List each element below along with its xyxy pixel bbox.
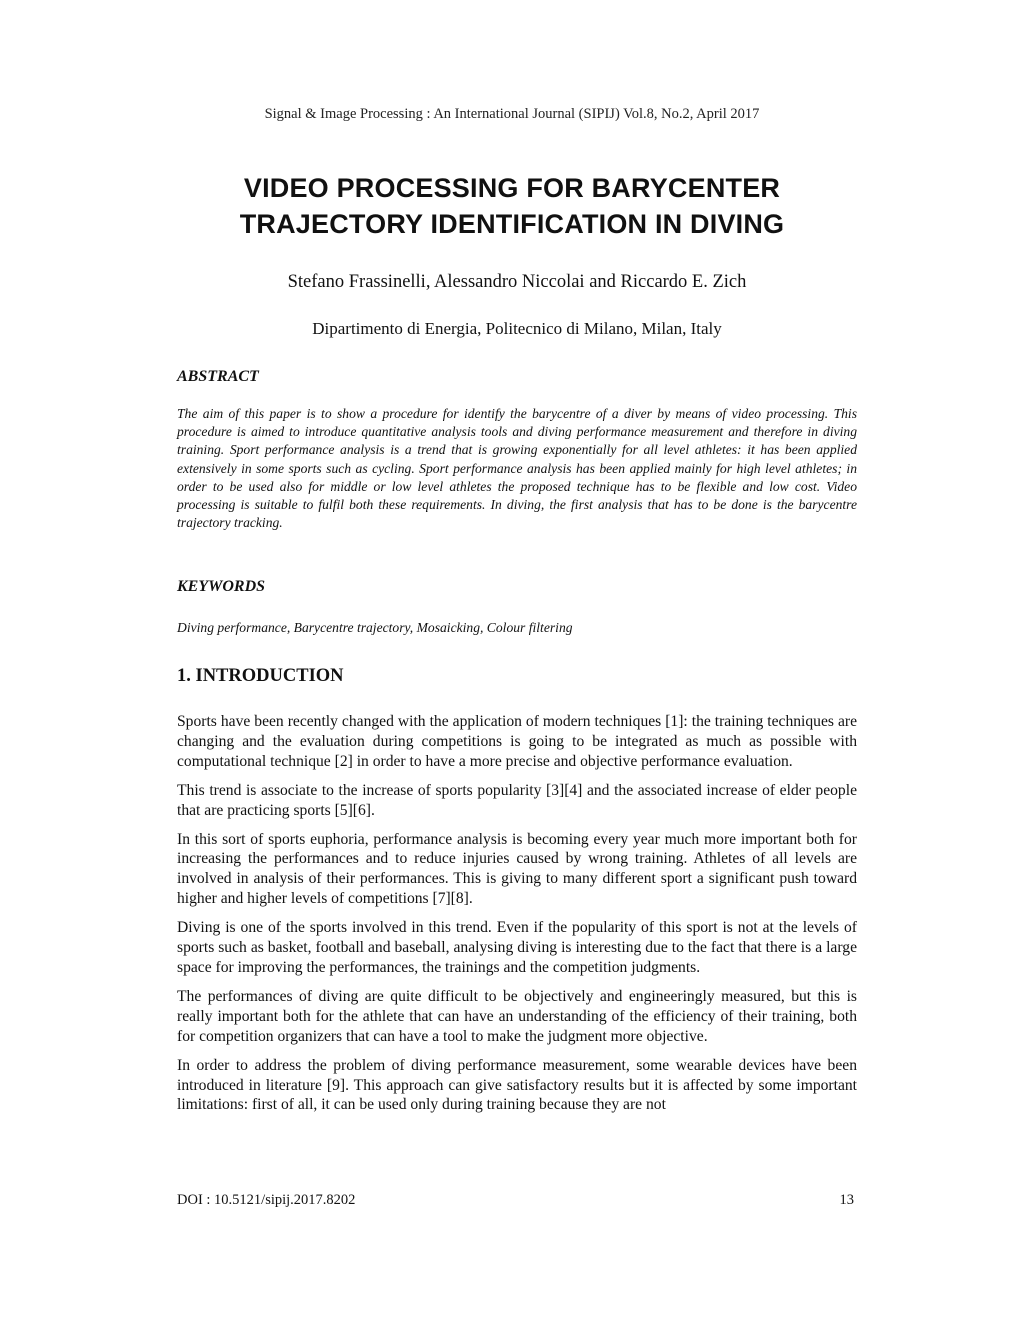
paragraph: In this sort of sports euphoria, performance analysis is becoming every year much more important both for increasing the performances and to reduce injuries caused by wrong training. Athletes of all levels are involved in analysis of their performances. This is giving to many different sport a significant push toward higher and higher levels of competitions [7][8]. [177, 830, 857, 908]
keywords-text: Diving performance, Barycentre trajectory, Mosaicking, Colour filtering [177, 620, 573, 635]
page-number: 13 [839, 1192, 854, 1208]
paper-title-line-1: VIDEO PROCESSING FOR BARYCENTER [243, 173, 781, 203]
paper-title-line-2: TRAJECTORY IDENTIFICATION IN DIVING [239, 209, 785, 239]
authors: Stefano Frassinelli, Alessandro Niccolai and Riccardo E. Zich [287, 272, 747, 292]
introduction-heading: 1. INTRODUCTION [177, 666, 344, 686]
paper-title [0, 170, 1024, 242]
paragraph: Diving is one of the sports involved in this trend. Even if the popularity of this sport is not at the levels of sports such as basket, football and baseball, analysing diving is interesting due to the fact that there is a large space for improving the performances, the trainings and the competition judgments. [177, 919, 857, 976]
affiliation: Dipartimento di Energia, Politecnico di Milano, Milan, Italy [312, 319, 722, 338]
doi-footer: DOI : 10.5121/sipij.2017.8202 [177, 1192, 356, 1208]
keywords-heading: KEYWORDS [177, 578, 266, 595]
paragraph: The performances of diving are quite difficult to be objectively and engineeringly measured, but this is really important both for the athlete that can have an understanding of the efficiency of their training, both for competition organizers that can have a tool to make the judgment more objective. [177, 987, 857, 1045]
journal-header: Signal & Image Processing : An International Journal (SIPIJ) Vol.8, No.2, April 2017 [264, 106, 760, 122]
introduction-body [177, 712, 857, 1124]
paragraph: This trend is associate to the increase of sports popularity [3][4] and the associated increase of elder people that are practicing sports [5][6]. [177, 781, 857, 819]
abstract-heading: ABSTRACT [177, 368, 259, 385]
paragraph: Sports have been recently changed with the application of modern techniques [1]: the training techniques are changing and the evaluation during competitions is going to be integrated as much as possible with computational technique [2] in order to have a more precise and objective performance evaluation. [177, 713, 857, 770]
abstract-text: The aim of this paper is to show a procedure for identify the barycentre of a diver by means of video processing. This procedure is aimed to introduce quantitative analysis tools and diving performance measurement and therefore in diving training. Sport performance analysis is a trend that is growing exponentially for all level athletes: it has been applied extensively in some sports such as cycling. Sport performance analysis has been applied mainly for high level athletes; in order to be used also for middle or low level athletes the proposed technique has to be flexible and low cost. Video processing is suitable to fulfil both these requirements. In diving, the first analysis that has to be done is the barycentre trajectory tracking. [177, 406, 857, 531]
paragraph: In order to address the problem of diving performance measurement, some wearable devices have been introduced in literature [9]. This approach can give satisfactory results but it is affected by some important limitations: first of all, it can be used only during training because they are not [177, 1056, 857, 1114]
